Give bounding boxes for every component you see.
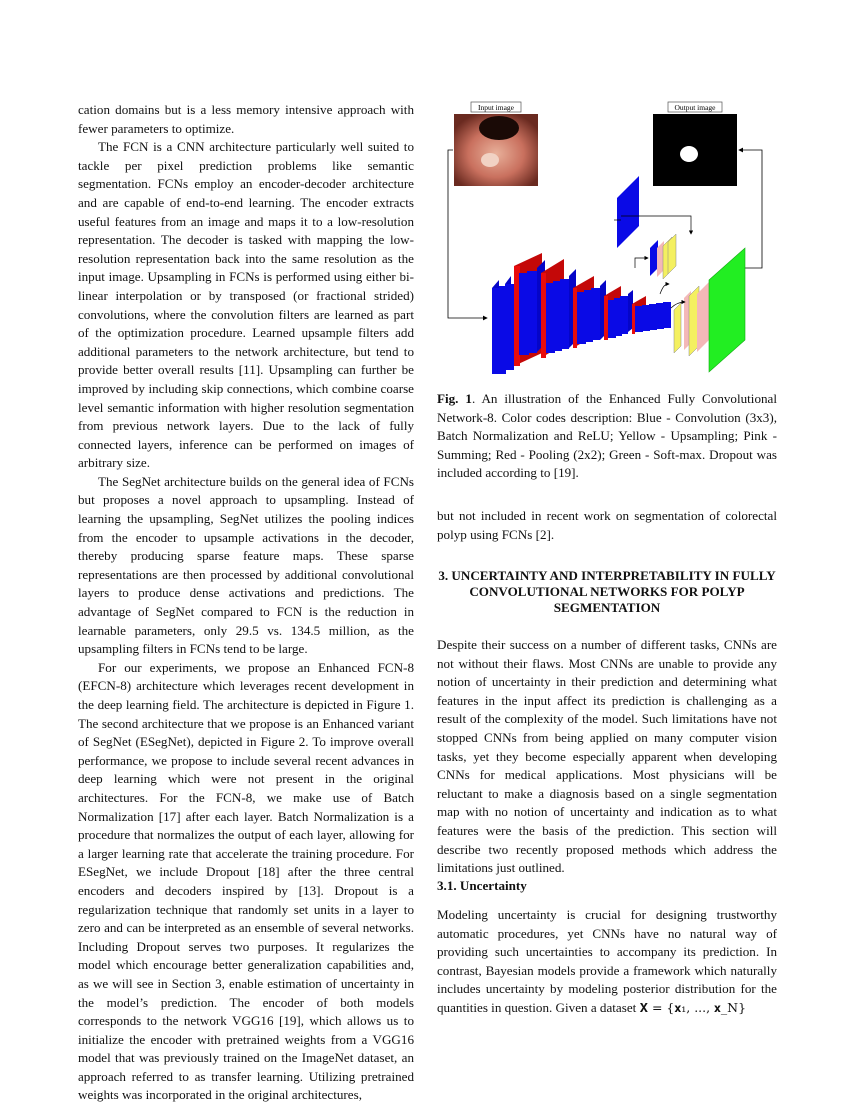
- output-image-label: Output image: [674, 103, 716, 112]
- section-paragraph: Despite their success on a number of different tasks, CNNs are not without their flaws. Most CNNs are unable to provide any notion of uncertainty in their prediction and determining what features in the input affect its prediction is challenging as a result of the complexity of the model. Such limitations have not stopped CNNs from being applied on many computer vision tasks, yet they become especially apparent when developing CNNs for medical applications. Most physicians will be reluctant to make a diagnosis based on a single segmentation map with no notion of uncertainty and indication as to what features were the basis of the prediction. This section will describe two recently proposed methods which address the limitations just outlined.: [437, 637, 777, 876]
- upsample-block-3: [674, 303, 681, 353]
- skip-arrow-2: [635, 258, 648, 268]
- input-image-polyp: [481, 153, 499, 167]
- continuation-paragraph: but not included in recent work on segmentation of colorectal polyp using FCNs [2].: [437, 508, 777, 542]
- encoder-layers: [492, 253, 671, 374]
- input-image-lumen: [479, 116, 519, 140]
- figure-caption: [437, 390, 777, 483]
- paragraph: cation domains but is a less memory intensive approach with fewer parameters to optimize.: [78, 102, 414, 136]
- dataset-math: 𝐗 = {𝐱₁, ..., 𝐱_N}: [639, 999, 747, 1015]
- left-column: [78, 101, 414, 1105]
- architecture-figure: [439, 98, 773, 380]
- skip-arrow-3: [660, 284, 669, 294]
- paragraph: For our experiments, we propose an Enhanced FCN-8 (EFCN-8) architecture which leverages recent development in the deep learning field. The architecture is depicted in Figure 1. The second architecture that we propose is an Enhanced variant of SegNet (ESegNet), depicted in Figure 2. To improve overall performance, we propose to include several recent advances in deep learning which were not present in the original architectures. For the FCN-8, we make use of Batch Normalization [17] after each layer. Batch Normalization is a procedure that normalizes the output of each layer, allowing for a larger learning rate that accelerate the training procedure. For ESegNet, we include Dropout [18] after the three central encoders and decoders inspired by [13]. Dropout is a regularization technique that randomly set units in a layer to zero and can be interpreted as an ensemble of several networks. Including Dropout serves two purposes. It regularizes the model which encourage better generalization capabilities and, as we will see in Section 3, enable estimation of uncertainty in the model’s prediction. The encoder of both models corresponds to the network VGG16 [19], which allows us to initialize the encoder with pretrained weights from a VGG16 model that was previously trained on the ImageNet dataset, an approach referred to as transfer learning. Utilizing pretrained weights was incorporated in the original architectures,: [78, 659, 414, 1103]
- input-image-label: Input image: [477, 103, 515, 112]
- caption-text: . An illustration of the Enhanced Fully Convolutional Network-8. Color codes description: Blue - Convolution (3x3), Batch Normalization and ReLU; Yellow - Upsampling; Pink - Summing; Red - Pooling (2x2); Green - Soft-max. Dropout was included according to [19].: [437, 391, 777, 481]
- subsection-text: Modeling uncertainty is crucial for designing trustworthy automatic procedures, yet CNNs have no natural way of providing such uncertainties to accompany its prediction. In contrast, Bayesian models provide a framework which naturally includes uncertainty by modeling posterior distribution for the quantities in question. Given a dataset: [437, 907, 777, 1015]
- output-mask: [680, 146, 698, 162]
- paragraph: The FCN is a CNN architecture particularly well suited to tackle per pixel prediction problems like semantic segmentation. FCNs employ an encoder-decoder architecture and are capable of end-to-end learning. The encoder extracts useful features from an image and maps it to a low-resolution representation. The decoder is tasked with mapping the low-resolution representation back into the same resolution as the input image. Upsampling in FCNs is performed using either bi-linear interpolation or by transposed (or fractional strided) convolutions, where the convolution filters are learned as part of the optimization procedure. Learned upsample filters add additional parameters to the network architecture, but tend to provide better overall results [11]. Upsampling can further be improved by including skip connections, which combine coarse level semantic information with higher resolution segmentation from previous network layers. Due to the lack of fully connected layers, inference can be performed on images of arbitrary size.: [78, 139, 414, 471]
- conv-block-mid: [650, 240, 658, 276]
- section-heading: 3. UNCERTAINTY AND INTERPRETABILITY IN FULLY CONVOLUTIONAL NETWORKS FOR POLYP SEGMENTATION: [438, 568, 776, 616]
- sum-block-3: [697, 282, 709, 352]
- softmax-block: [709, 248, 745, 372]
- paragraph: The SegNet architecture builds on the general idea of FCNs but proposes a novel approach to upsampling. Instead of learning the upsampling, SegNet utilizes the pooling indices from the encoder to upsample activations in the decoder, thereby producing sparse feature maps. These sparse representations are then processed by additional convolutional layers to produce dense activations and predictions. The advantage of SegNet compared to FCN is the reduction in learnable parameters, only 29.5 vs. 134.5 million, as the upsampling filters in FCNs tend to be large.: [78, 473, 414, 657]
- caption-label: Fig. 1: [437, 391, 472, 406]
- conv-block-top: [617, 176, 639, 248]
- subsection-heading: 3.1. Uncertainty: [437, 878, 527, 893]
- subsection-paragraph: [437, 906, 777, 1018]
